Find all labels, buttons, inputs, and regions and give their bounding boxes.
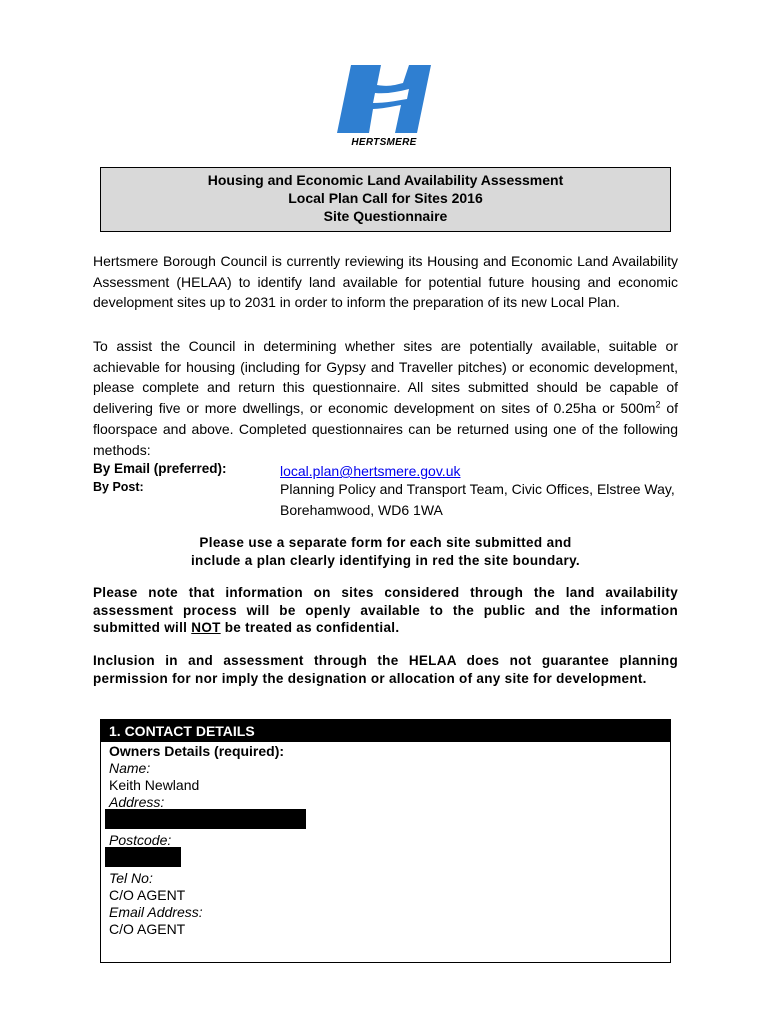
separate-form-note-line-2: include a plan clearly identifying in red the site boundary.: [190, 552, 581, 568]
owners-details-label: Owners Details (required):: [109, 743, 285, 759]
tel-label: Tel No:: [109, 870, 153, 886]
document-title-box: [100, 167, 671, 232]
name-value[interactable]: Keith Newland: [109, 777, 200, 793]
post-address: Planning Policy and Transport Team, Civic Offices, Elstree Way, Borehamwood, WD6 1WA: [280, 481, 675, 518]
intro-paragraph-2-text: To assist the Council in determining whether sites are potentially available, suitable or achievable for housing (including for Gypsy and Traveller pitches) or economic development, please complete and return this questionnaire. All sites submitted should be capable of delivering five or more dwellings, or economic development on sites of 0.25ha or 500m: [93, 338, 678, 417]
post-method-label: By Post:: [93, 480, 144, 494]
email-address-value[interactable]: C/O AGENT: [109, 921, 186, 937]
confidentiality-note: [93, 584, 678, 637]
separate-form-note: [93, 534, 678, 569]
address-label: Address:: [109, 794, 165, 810]
name-label: Name:: [109, 760, 151, 776]
inclusion-note: Inclusion in and assessment through the HELAA does not guarantee planning permission for nor imply the designation or allocation of any site for development.: [93, 653, 678, 686]
logo-text: HERTSMERE: [351, 137, 417, 148]
title-line-2: Local Plan Call for Sites 2016: [288, 190, 483, 206]
superscript-2: 2: [655, 399, 661, 410]
title-line-1: Housing and Economic Land Availability Assessment: [207, 172, 564, 188]
postcode-label: Postcode:: [109, 832, 172, 848]
hertsmere-h-logo-icon: [337, 63, 431, 135]
contact-details-body: [101, 742, 670, 938]
intro-paragraph-2: [93, 336, 678, 460]
hertsmere-logo: [337, 63, 431, 153]
address-redaction: [105, 809, 306, 829]
separate-form-note-line-1: Please use a separate form for each site submitted and: [199, 535, 572, 550]
contact-details-section: [100, 719, 671, 963]
email-link[interactable]: local.plan@hertsmere.gov.uk: [280, 463, 461, 479]
confidentiality-note-end: be treated as confidential.: [220, 620, 400, 635]
postcode-redaction: [105, 847, 181, 867]
not-emphasis: NOT: [191, 620, 221, 635]
confidentiality-note-text: Please note that information on sites considered through the land availability assessment process will be openly available to the public and the information submitted will: [93, 585, 678, 635]
intro-paragraph-2-end: of floorspace and above. Completed questionnaires can be returned using one of the following methods:: [93, 400, 678, 458]
tel-value[interactable]: C/O AGENT: [109, 887, 186, 903]
contact-details-header: 1. CONTACT DETAILS: [101, 720, 670, 742]
email-method-label: By Email (preferred):: [93, 461, 227, 476]
intro-paragraph-1: Hertsmere Borough Council is currently reviewing its Housing and Economic Land Availability Assessment (HELAA) to identify land available for potential future housing and economic development sites up to 2031 in order to inform the preparation of its new Local Plan.: [93, 253, 678, 311]
title-line-3: Site Questionnaire: [323, 208, 448, 224]
email-address-label: Email Address:: [109, 904, 203, 920]
